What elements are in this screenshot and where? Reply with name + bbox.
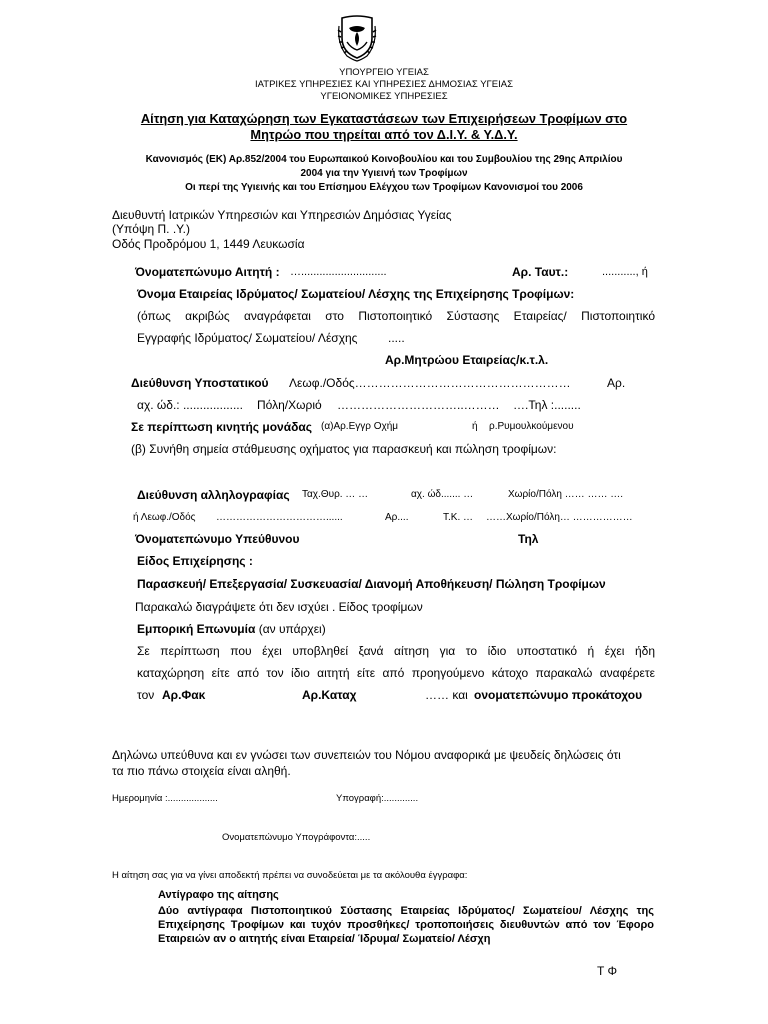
- ministry-name: ΥΠΟΥΡΓΕΙΟ ΥΓΕΙΑΣ: [339, 67, 429, 78]
- attachment-item-2-line1: Δύο αντίγραφα Πιστοποιητικού Σύστασης Εταιρείας Ιδρύματος/ Σωματείου/ Λέσχης της: [158, 905, 654, 917]
- previous-application-line1: Σε περίπτωση που έχει υποβληθεί ξανά αίτηση για το ίδιο υποστατικό ή έχει ήδη: [137, 644, 655, 658]
- correspondence-street-label: ή Λεωφ./Οδός: [133, 512, 196, 523]
- company-note-field[interactable]: .....: [388, 331, 405, 345]
- correspondence-number-field[interactable]: Αρ....: [385, 512, 409, 523]
- trade-name-line: [137, 622, 326, 636]
- signature-field[interactable]: Υπογραφή:.............: [336, 793, 419, 804]
- previous-application-line3-start: τον: [137, 688, 155, 702]
- responsible-person-label: Όνοματεπώνυμο Υπεύθυνου: [135, 532, 300, 546]
- regulation-line1: Κανονισμός (ΕΚ) Αρ.852/2004 του Ευρωπαικού Κοινοβουλίου και του Συμβουλίου της 29ης Απριλίου: [145, 154, 623, 165]
- business-type-options[interactable]: Παρασκευή/ Επεξεργασία/ Συσκευασία/ Διανομή Αποθήκευση/ Πώληση Τροφίμων: [137, 577, 606, 591]
- date-field[interactable]: Ημερομηνία :...................: [112, 793, 218, 804]
- department-name: ΙΑΤΡΙΚΕΣ ΥΠΗΡΕΣΙΕΣ ΚΑΙ ΥΠΗΡΕΣΙΕΣ ΔΗΜΟΣΙΑΣ ΥΓΕΙΑΣ: [255, 79, 513, 90]
- attachment-item-2-line3: Εταιρειών αν ο αιτητής είναι Εταιρεία/ Ίδρυμα/ Σωματείο/ Λέσχη: [158, 933, 491, 945]
- trade-name-label: Εμπορική Επωνυμία: [137, 622, 256, 636]
- mobile-or-text: ή: [472, 421, 478, 432]
- signer-name-field[interactable]: Ονοματεπώνυμο Υπογράφοντα:.....: [222, 832, 371, 843]
- correspondence-tk-field[interactable]: Τ.Κ. …: [443, 512, 474, 523]
- attachment-item-1: Αντίγραφο της αίτησης: [158, 889, 279, 901]
- regulation-line3: Οι περί της Υγιεινής και του Επίσημου Ελέγχου των Τροφίμων Κανονισμοί του 2006: [185, 182, 583, 193]
- business-type-label: Είδος Επιχείρησης :: [137, 554, 253, 568]
- company-note-line2: Εγγραφής Ιδρύματος/ Σωματείου/ Λέσχης: [137, 331, 358, 345]
- service-name: ΥΓΕΙΟΝΟΜΙΚΕΣ ΥΠΗΡΕΣΙΕΣ: [320, 91, 448, 102]
- responsible-phone-label: Τηλ: [518, 532, 539, 546]
- form-title-line1: Αίτηση για Καταχώρηση των Εγκαταστάσεων των Επιχειρήσεων Τροφίμων στο: [140, 111, 628, 126]
- mobile-unit-label: Σε περίπτωση κινητής μονάδας: [131, 420, 312, 434]
- company-reg-label: Αρ.Μητρώου Εταιρείας/κ.τ.λ.: [385, 353, 549, 367]
- trailer-reg-field[interactable]: ρ.Ρυμουλκούμενου: [489, 421, 574, 432]
- company-name-label: Όνομα Εταιρείας Ιδρύματος/ Σωματείου/ Λέσχης της Επιχείρησης Τροφίμων:: [137, 287, 575, 301]
- cyprus-emblem-icon: [335, 14, 379, 64]
- declaration-line1: Δηλώνω υπεύθυνα και εν γνώσει των συνεπειών του Νόμου αναφορικά με ψευδείς δηλώσεις ότι: [112, 748, 621, 762]
- applicant-name-label: Όνοματεπώνυμο Αιτητή :: [135, 265, 280, 279]
- trade-name-note: (αν υπάρχει): [255, 622, 326, 636]
- attachments-intro: Η αίτηση σας για να γίνει αποδεκτή πρέπει να συνοδεύεται με τα ακόλουθα έγγραφα:: [112, 870, 468, 881]
- addressee-line2: (Υπόψη Π. .Υ.): [112, 222, 190, 236]
- previous-registration-number-label: Αρ.Καταχ: [302, 688, 357, 702]
- regulation-line2: 2004 για την Υγιεινή των Τροφίμων: [300, 168, 468, 179]
- correspondence-city2-field[interactable]: ……Χωρίο/Πόλη… ………………: [486, 512, 633, 523]
- premises-phone-field[interactable]: ….Τηλ :........: [513, 398, 581, 412]
- delete-note: Παρακαλώ διαγράψετε ότι δεν ισχύει . Είδος τροφίμων: [135, 600, 423, 614]
- premises-address-label: Διεύθυνση Υποστατικού: [131, 376, 269, 390]
- declaration-line2: τα πιο πάνω στοιχεία είναι αληθή.: [112, 764, 291, 778]
- premises-postcode-field[interactable]: αχ. ώδ.: ..................: [137, 398, 243, 412]
- correspondence-postcode-field[interactable]: αχ. ώδ....... …: [411, 489, 474, 500]
- previous-owner-label: ονοματεπώνυμο προκάτοχου: [474, 688, 643, 702]
- addressee-line3: Οδός Προδρόμου 1, 1449 Λευκωσία: [112, 237, 305, 251]
- form-title-line2: Μητρώο που τηρείται από τον Δ.Ι.Υ. & Υ.Δ.Υ.: [250, 127, 518, 142]
- previous-application-and: …… και: [425, 688, 468, 702]
- premises-street-field[interactable]: Λεωφ./Οδός………………………………………………: [289, 376, 571, 390]
- correspondence-city-field[interactable]: Χωρίο/Πόλη …… …… ….: [508, 489, 623, 500]
- previous-application-line2: καταχώρηση είτε από τον ίδιο αιτητή είτε από προηγούμενο κάτοχο παρακαλώ αναφέρετε: [137, 666, 655, 680]
- company-note-line1: (όπως ακριβώς αναγράφεται στο Πιστοποιητικό Σύστασης Εταιρείας/ Πιστοποιητικό: [137, 309, 655, 323]
- correspondence-street-field[interactable]: ……………………………......: [216, 512, 343, 523]
- premises-city-label: Πόλη/Χωριό: [257, 398, 322, 412]
- premises-number-field[interactable]: Αρ.: [607, 376, 626, 390]
- addressee-line1: Διευθυντή Ιατρικών Υπηρεσιών και Υπηρεσιών Δημόσιας Υγείας: [112, 208, 452, 222]
- po-box-field[interactable]: Ταχ.Θυρ. … …: [302, 489, 369, 500]
- id-number-field[interactable]: ..........., ή: [602, 266, 648, 278]
- parking-points-label: (β) Συνήθη σημεία στάθμευσης οχήματος για παρασκευή και πώληση τροφίμων:: [131, 442, 557, 456]
- correspondence-address-label: Διεύθυνση αλληλογραφίας: [137, 488, 290, 502]
- applicant-name-field[interactable]: …............................: [290, 266, 387, 278]
- page-mark: Τ Φ: [597, 964, 618, 978]
- attachment-item-2-line2: Επιχείρησης Τροφίμων και τυχόν προσθήκες/ τροποποιήσεις διευθυντών από τον Έφορο: [158, 919, 654, 931]
- vehicle-reg-field[interactable]: (α)Αρ.Εγγρ Οχήμ: [321, 421, 399, 432]
- id-number-label: Αρ. Ταυτ.:: [512, 265, 569, 279]
- premises-city-field[interactable]: …………………………..………: [337, 398, 500, 412]
- previous-file-number-label: Αρ.Φακ: [162, 688, 206, 702]
